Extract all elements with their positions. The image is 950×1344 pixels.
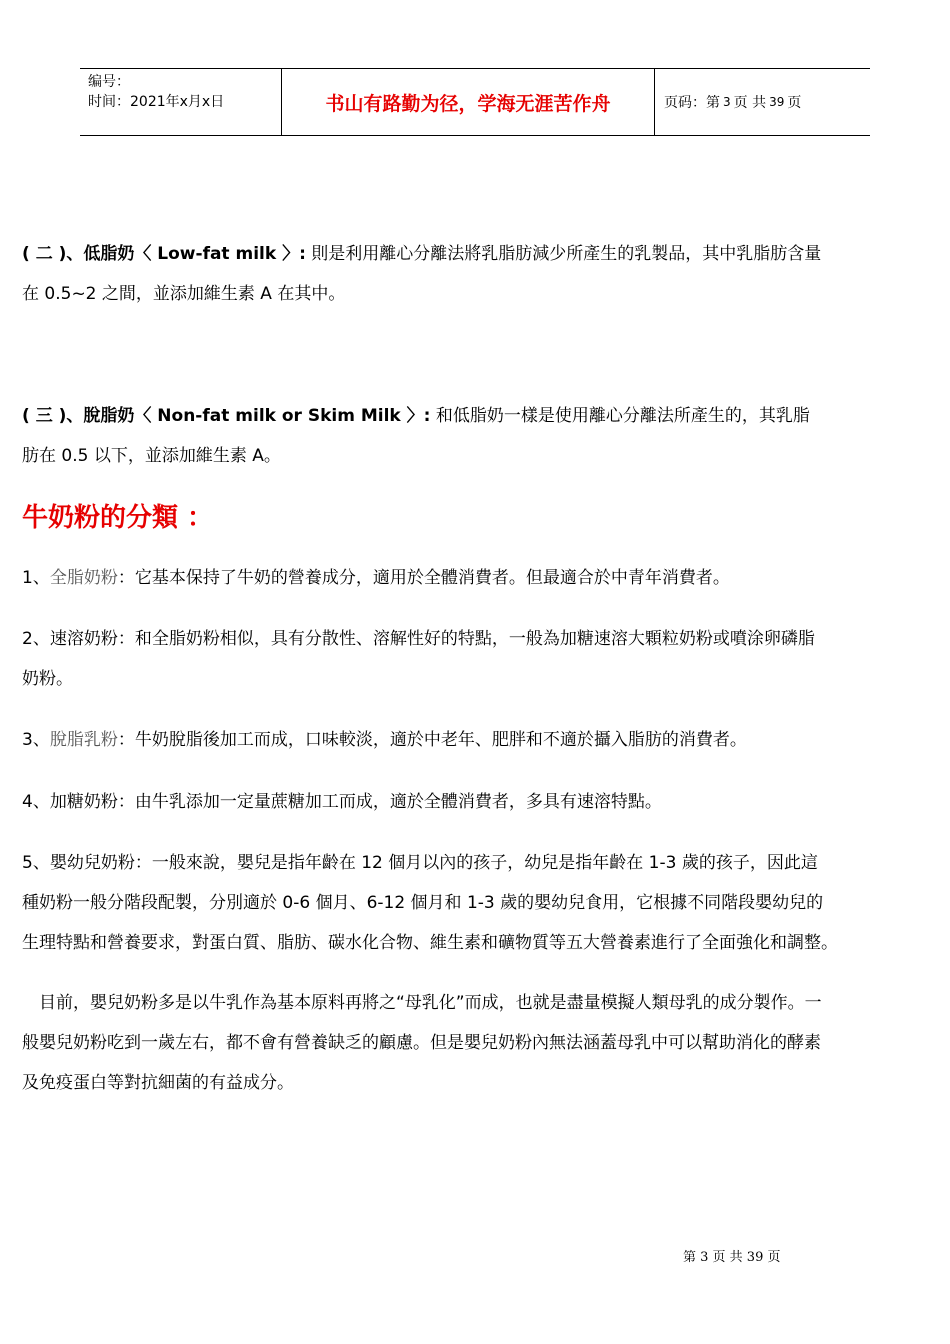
time-label: 时间：2021年x月x日	[88, 94, 225, 110]
item-number: 4、	[22, 792, 50, 812]
non-fat-title: ( 三 )、脫脂奶〈 Non-fat milk or Skim Milk 〉:	[22, 406, 431, 426]
item-text-line2: 種奶粉一般分階段配製，分別適於 0-6 個月、6-12 個月和 1-3 歲的嬰幼兒食用，它根據不同階段嬰幼兒的	[22, 893, 824, 913]
closing-line2: 般嬰兒奶粉吃到一歲左右，都不會有營養缺乏的顧慮。但是嬰兒奶粉內無法涵蓋母乳中可以幫助消化的酵素	[22, 1033, 821, 1053]
header-page-cell	[655, 69, 870, 135]
page-total: 39	[769, 95, 785, 109]
low-fat-line2: 在 0.5~2 之間，並添加維生素 A 在其中。	[22, 284, 346, 304]
item-text: ：它基本保持了牛奶的營養成分，適用於全體消費者。但最適合於中青年消費者。	[117, 568, 730, 588]
item-number: 5、	[22, 853, 50, 873]
page-suffix: 页	[787, 95, 802, 111]
closing-paragraph	[22, 983, 937, 1103]
low-fat-line1: 則是利用離心分離法將乳脂肪減少所產生的乳製品，其中乳脂肪含量	[305, 244, 822, 264]
item-text-line2: 奶粉。	[22, 669, 73, 689]
list-item	[22, 558, 937, 598]
list-item	[22, 843, 937, 963]
non-fat-line1: 和低脂奶一樣是使用離心分離法所產生的，其乳脂	[430, 406, 810, 426]
page-mid: 页 共	[733, 95, 767, 111]
header-info-cell	[80, 69, 281, 135]
item-name: 速溶奶粉	[49, 629, 118, 649]
low-fat-paragraph	[22, 234, 934, 314]
item-text: ：一般來說，嬰兒是指年齡在 12 個月以內的孩子，幼兒是指年齡在 1-3 歲的孩子，因此這	[134, 853, 818, 873]
list-item	[22, 720, 937, 760]
item-name: 脫脂乳粉	[49, 730, 118, 750]
item-number: 2、	[22, 629, 50, 649]
page-footer: 第 3 页 共 39 页	[683, 1250, 781, 1265]
closing-line3: 及免疫蛋白等對抗細菌的有益成分。	[22, 1073, 294, 1093]
page-current: 3	[723, 95, 731, 109]
item-name: 嬰幼兒奶粉	[49, 853, 135, 873]
section-heading: 牛奶粉的分類 ：	[22, 503, 214, 533]
closing-line1: 目前，嬰兒奶粉多是以牛乳作為基本原料再將之“母乳化”而成，也就是盡量模擬人類母乳的成分製作。一	[22, 993, 822, 1013]
item-text: ：和全脂奶粉相似，具有分散性、溶解性好的特點，一般為加糖速溶大顆粒奶粉或噴涂卵磷脂	[117, 629, 815, 649]
non-fat-paragraph	[22, 396, 934, 476]
motto-text: 书山有路勤为径，学海无涯苦作舟	[325, 92, 611, 115]
header-motto-cell	[281, 69, 655, 135]
item-number: 3、	[22, 730, 50, 750]
page-prefix: 页码：第	[664, 95, 720, 111]
item-number: 1、	[22, 568, 50, 588]
list-item	[22, 782, 937, 822]
item-text: ：由牛乳添加一定量蔗糖加工而成，適於全體消費者，多具有速溶特點。	[117, 792, 662, 812]
item-name: 加糖奶粉	[49, 792, 118, 812]
header-table	[80, 68, 870, 136]
number-label: 编号：	[88, 74, 130, 90]
non-fat-line2: 肪在 0.5 以下，並添加維生素 A。	[22, 446, 281, 466]
item-name: 全脂奶粉	[49, 568, 118, 588]
low-fat-title: ( 二 )、低脂奶〈 Low-fat milk 〉:	[22, 244, 306, 264]
list-item	[22, 619, 937, 699]
item-text-line3: 生理特點和營養要求，對蛋白質、脂肪、碳水化合物、維生素和礦物質等五大營養素進行了全面強化和調整。	[22, 933, 838, 953]
item-text: ：牛奶脫脂後加工而成，口味較淡，適於中老年、肥胖和不適於攝入脂肪的消費者。	[117, 730, 747, 750]
